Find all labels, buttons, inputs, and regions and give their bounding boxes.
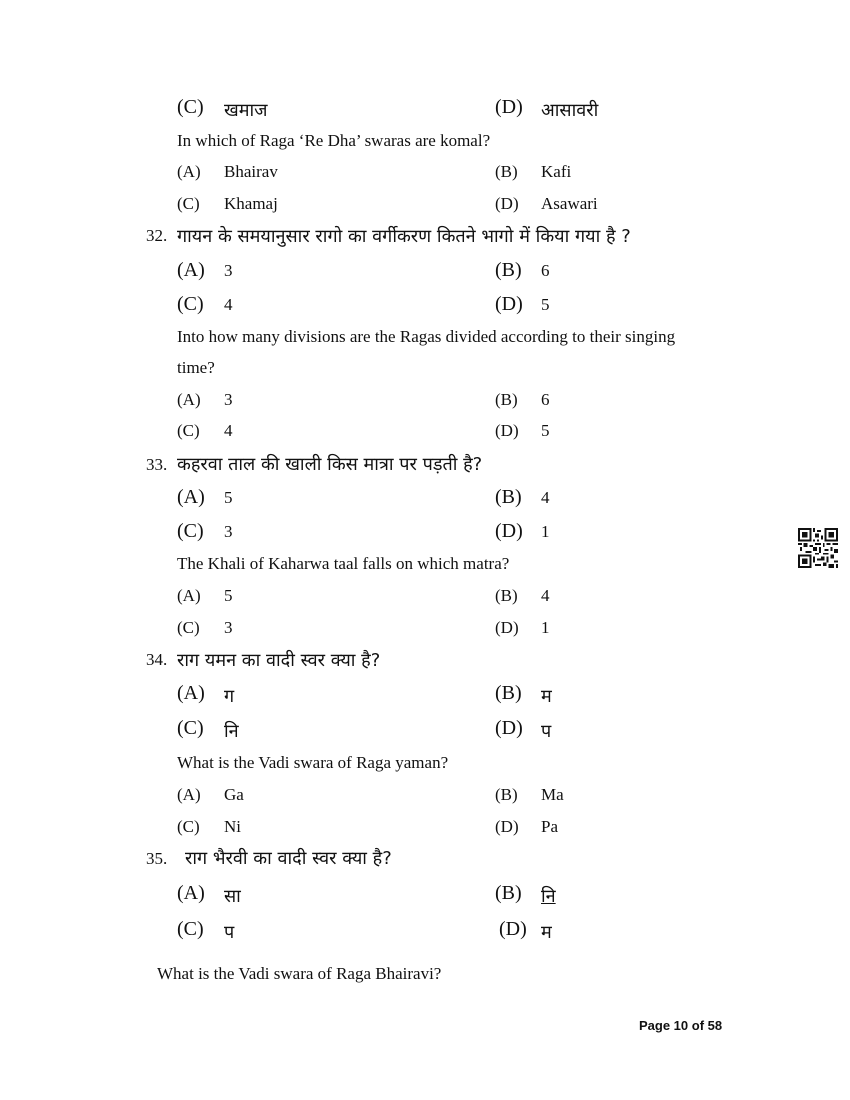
option-label: (A): [177, 785, 201, 804]
option-text: प: [224, 922, 235, 943]
question-text-en: Into how many divisions are the Ragas divided according to their singing: [177, 327, 676, 346]
option-text: आसावरी: [541, 100, 599, 121]
option-text: सा: [224, 886, 241, 907]
option-label: (A): [177, 586, 201, 605]
option-text: Ma: [541, 785, 564, 804]
option-text: नि: [224, 721, 239, 742]
option-text: 1: [541, 522, 550, 541]
option-label: (B): [495, 785, 518, 804]
option-text: नि: [541, 886, 556, 907]
option-text: ग: [224, 686, 235, 707]
option-label: (D): [495, 618, 519, 637]
question-text-en: What is the Vadi swara of Raga Bhairavi?: [157, 964, 442, 983]
option-label: (A): [177, 682, 205, 704]
option-text: Kafi: [541, 162, 572, 181]
option-label: (B): [495, 682, 522, 704]
option-label: (B): [495, 259, 522, 281]
question-text-hi: राग भैरवी का वादी स्वर क्या है?: [185, 848, 392, 869]
option-text: 5: [541, 295, 550, 314]
option-text: 3: [224, 522, 233, 541]
page-number: Page 10 of 58: [639, 1018, 723, 1033]
option-label: (D): [495, 717, 523, 739]
option-text: 4: [224, 295, 233, 314]
option-label: (C): [177, 717, 204, 739]
question-text-hi: कहरवा ताल की खाली किस मात्रा पर पड़ती है?: [177, 454, 483, 475]
question-text-hi: राग यमन का वादी स्वर क्या है?: [177, 650, 381, 671]
option-text: 4: [541, 586, 550, 605]
option-text: 6: [541, 261, 550, 280]
option-label: (A): [177, 259, 205, 281]
qr-code-icon: [798, 528, 838, 568]
question-text-en: What is the Vadi swara of Raga yaman?: [177, 753, 449, 772]
option-text: म: [541, 922, 552, 943]
option-text: 3: [224, 618, 233, 637]
option-text: 4: [541, 488, 550, 507]
option-label: (C): [177, 817, 200, 836]
option-label: (A): [177, 882, 205, 904]
question-number: 35.: [146, 849, 168, 868]
option-label: (C): [177, 96, 204, 118]
option-label: (C): [177, 618, 200, 637]
question-text-hi: गायन के समयानुसार रागो का वर्गीकरण कितने भागो में किया गया है ?: [177, 226, 631, 247]
option-label: (D): [495, 817, 519, 836]
option-text: 1: [541, 618, 550, 637]
option-label: (C): [177, 520, 204, 542]
option-text: 6: [541, 390, 550, 409]
option-label: (B): [495, 882, 522, 904]
question-number: 32.: [146, 226, 168, 245]
option-text: Khamaj: [224, 194, 278, 213]
option-label: (D): [495, 520, 523, 542]
option-label: (A): [177, 390, 201, 409]
option-label: (D): [495, 293, 523, 315]
option-text: 3: [224, 390, 233, 409]
option-text: Ga: [224, 785, 244, 804]
option-text: म: [541, 686, 552, 707]
option-text: प: [541, 721, 552, 742]
option-label: (B): [495, 486, 522, 508]
option-label: (D): [499, 918, 527, 940]
option-label: (B): [495, 390, 518, 409]
option-label: (D): [495, 194, 519, 213]
question-text-en: The Khali of Kaharwa taal falls on which matra?: [177, 554, 510, 573]
option-label: (B): [495, 162, 518, 181]
option-text: Ni: [224, 817, 241, 836]
option-label: (C): [177, 918, 204, 940]
option-text: खमाज: [224, 100, 268, 121]
option-label: (A): [177, 162, 201, 181]
question-text-en-cont: time?: [177, 358, 215, 377]
option-label: (D): [495, 421, 519, 440]
option-label: (C): [177, 194, 200, 213]
option-label: (C): [177, 293, 204, 315]
option-text: 5: [224, 586, 233, 605]
option-text: 4: [224, 421, 233, 440]
question-text-en: In which of Raga ‘Re Dha’ swaras are komal?: [177, 131, 491, 150]
option-label: (A): [177, 486, 205, 508]
option-label: (C): [177, 421, 200, 440]
question-number: 34.: [146, 650, 168, 669]
question-number: 33.: [146, 455, 168, 474]
option-text: 3: [224, 261, 233, 280]
option-text: Asawari: [541, 194, 598, 213]
option-text: Bhairav: [224, 162, 278, 181]
option-text: 5: [224, 488, 233, 507]
option-label: (B): [495, 586, 518, 605]
option-text: Pa: [541, 817, 558, 836]
option-text: 5: [541, 421, 550, 440]
option-label: (D): [495, 96, 523, 118]
